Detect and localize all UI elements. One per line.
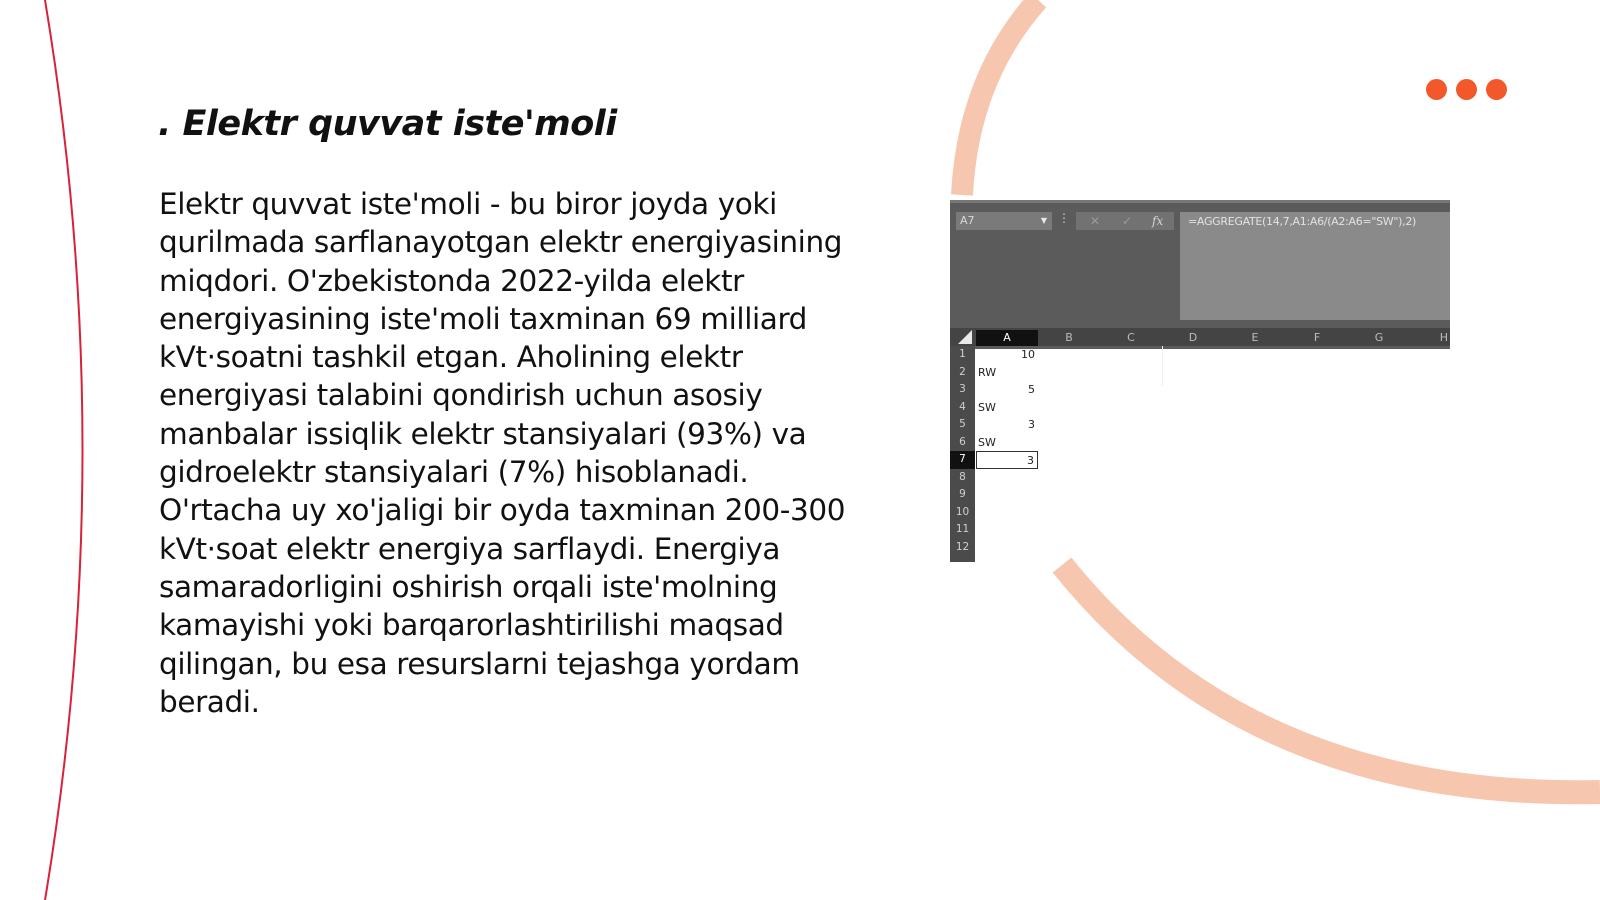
column-header-f[interactable]: F xyxy=(1313,331,1321,344)
row-header[interactable]: 12 xyxy=(955,540,970,553)
spreadsheet-screenshot xyxy=(950,200,1450,562)
cell-a4[interactable]: SW xyxy=(978,400,996,414)
menu-dots xyxy=(1426,79,1507,100)
row-header[interactable]: 2 xyxy=(959,365,966,378)
column-header-h[interactable]: H xyxy=(1439,331,1448,344)
chevron-down-icon[interactable]: ▼ xyxy=(1040,216,1047,225)
formula-buttons xyxy=(1076,212,1174,230)
column-divider xyxy=(1162,346,1163,386)
cell-a5[interactable]: 3 xyxy=(1028,418,1035,431)
top-arc xyxy=(962,0,1038,195)
insert-function-icon[interactable]: fx xyxy=(1152,214,1164,228)
column-header-d[interactable]: D xyxy=(1188,331,1198,344)
row-header[interactable]: 10 xyxy=(955,505,970,518)
row-header[interactable]: 5 xyxy=(959,418,966,430)
cell-a2[interactable]: RW xyxy=(978,365,997,379)
cell-a1[interactable]: 10 xyxy=(1021,348,1035,361)
row-header[interactable]: 9 xyxy=(959,488,966,500)
row-header-active[interactable]: 7 xyxy=(950,451,975,469)
row-header[interactable]: 1 xyxy=(959,348,966,360)
column-header-b[interactable]: B xyxy=(1065,331,1073,344)
slide-body-text: Elektr quvvat iste'moli - bu biror joyda yoki qurilmada sarflanayotgan elektr energiyasining miqdori. O'zbekistonda 2022-yilda elektr energiyasining iste'moli taxminan 69 milliard kVt·soatni tashkil etgan. Aholining elektr energiyasi talabini qondirish uchun asosiy manbalar issiqlik elektr stansiyalari (93%) va gidroelektr stansiyalari (7%) hisoblanadi. O'rtacha uy xo'jaligi bir oyda taxminan 200-300 kVt·soat elektr energiya sarflaydi. Energiya samaradorligini oshirish orqali iste'molning kamayishi yoki barqarorlashtirilishi maqsad qilingan, bu esa resurslarni tejashga yordam beradi. xyxy=(159,187,846,719)
bottom-arc xyxy=(1062,565,1600,792)
formula-input[interactable]: =AGGREGATE(14,7,A1:A6/(A2:A6="SW"),2) xyxy=(1180,212,1450,320)
column-header-c[interactable]: C xyxy=(1127,331,1135,344)
cross-icon[interactable]: ✕ xyxy=(1090,214,1101,228)
accent-dot xyxy=(1456,79,1477,100)
vertical-dots-icon: ⋮ xyxy=(1058,211,1070,225)
column-header-g[interactable]: G xyxy=(1374,331,1384,344)
row-header[interactable]: 4 xyxy=(959,400,966,413)
slide-title: . Elektr quvvat iste'moli xyxy=(158,104,617,144)
accent-dot xyxy=(1486,79,1507,100)
cell-a6[interactable]: SW xyxy=(978,435,996,449)
name-box[interactable] xyxy=(956,212,1052,230)
check-icon[interactable]: ✓ xyxy=(1122,214,1133,228)
accent-dot xyxy=(1426,79,1447,100)
select-all-corner[interactable] xyxy=(958,330,972,344)
row-header[interactable]: 8 xyxy=(959,470,966,483)
cell-a3[interactable]: 5 xyxy=(1028,383,1035,396)
row-header[interactable]: 3 xyxy=(959,383,966,395)
row-header[interactable]: 11 xyxy=(955,523,970,535)
left-red-curve xyxy=(45,0,83,900)
column-header-a[interactable]: A xyxy=(976,330,1038,346)
cell-a7-selected[interactable]: 3 xyxy=(976,451,1038,469)
row-header[interactable]: 6 xyxy=(959,435,966,448)
name-box-value: A7 xyxy=(960,214,975,227)
column-header-e[interactable]: E xyxy=(1251,331,1259,344)
